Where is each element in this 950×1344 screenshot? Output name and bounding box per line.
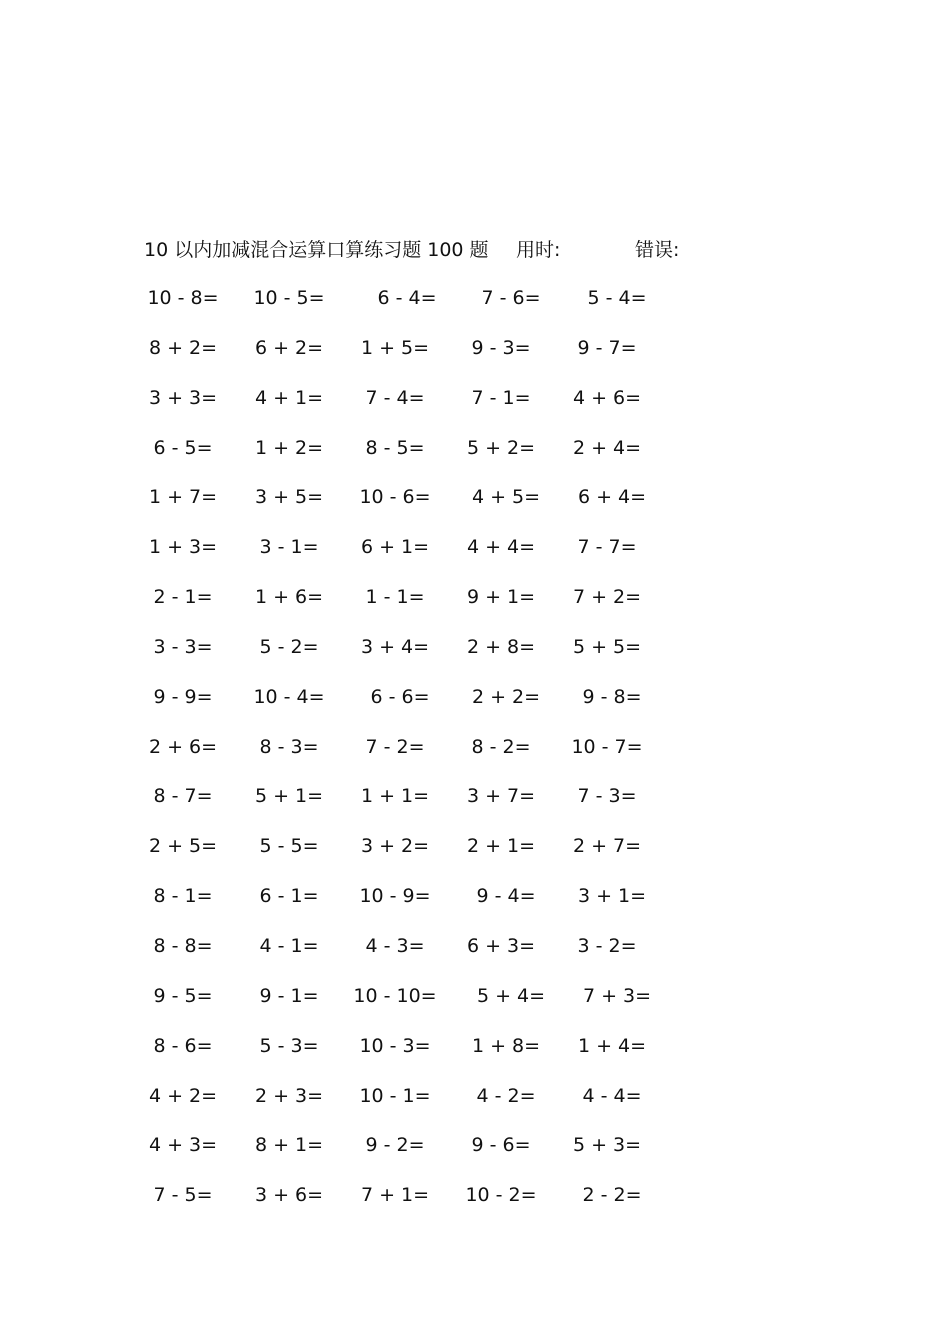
arithmetic-problem: 7 + 3= — [582, 984, 652, 1007]
arithmetic-problem: 10 - 9= — [359, 885, 431, 908]
arithmetic-problem: 4 + 6= — [572, 386, 642, 409]
arithmetic-problem: 5 - 5= — [259, 835, 319, 858]
arithmetic-problem: 9 - 4= — [476, 885, 536, 908]
arithmetic-problem: 7 + 2= — [572, 586, 642, 609]
arithmetic-problem: 5 + 4= — [476, 984, 546, 1007]
problem-row — [0, 483, 950, 533]
arithmetic-problem: 2 + 3= — [254, 1084, 324, 1107]
arithmetic-problem: 4 + 2= — [148, 1084, 218, 1107]
arithmetic-problem: 8 - 8= — [153, 934, 213, 957]
arithmetic-problem: 5 - 2= — [259, 635, 319, 658]
arithmetic-problem: 1 + 4= — [577, 1034, 647, 1057]
arithmetic-problem: 9 - 8= — [582, 685, 642, 708]
problem-row — [0, 284, 950, 334]
arithmetic-problem: 4 + 4= — [466, 536, 536, 559]
arithmetic-problem: 5 - 3= — [259, 1034, 319, 1057]
problem-row — [0, 1181, 950, 1231]
arithmetic-problem: 5 - 4= — [587, 287, 647, 309]
arithmetic-problem: 10 - 4= — [253, 685, 325, 708]
arithmetic-problem: 2 + 1= — [466, 835, 536, 858]
arithmetic-problem: 1 + 6= — [254, 586, 324, 609]
problem-row — [0, 932, 950, 982]
arithmetic-problem: 7 + 1= — [360, 1184, 430, 1207]
arithmetic-problem: 3 + 4= — [360, 635, 430, 658]
problem-row — [0, 832, 950, 882]
arithmetic-problem: 4 + 1= — [254, 386, 324, 409]
arithmetic-problem: 6 - 1= — [259, 885, 319, 908]
arithmetic-problem: 10 - 10= — [353, 984, 437, 1007]
arithmetic-problem: 5 + 3= — [572, 1134, 642, 1157]
arithmetic-problem: 1 + 2= — [254, 436, 324, 459]
arithmetic-problem: 2 + 6= — [148, 735, 218, 758]
arithmetic-problem: 7 - 7= — [577, 536, 637, 559]
arithmetic-problem: 3 + 2= — [360, 835, 430, 858]
problem-row — [0, 683, 950, 733]
arithmetic-problem: 6 + 3= — [466, 934, 536, 957]
arithmetic-problem: 1 - 1= — [365, 586, 425, 609]
arithmetic-problem: 4 - 1= — [259, 934, 319, 957]
arithmetic-problem: 8 + 1= — [254, 1134, 324, 1157]
arithmetic-problem: 9 - 5= — [153, 984, 213, 1007]
arithmetic-problem: 5 + 1= — [254, 785, 324, 808]
arithmetic-problem: 1 + 5= — [360, 336, 430, 359]
problem-row — [0, 1082, 950, 1132]
arithmetic-problem: 3 - 3= — [153, 635, 213, 658]
problem-row — [0, 782, 950, 832]
arithmetic-problem: 7 - 3= — [577, 785, 637, 808]
arithmetic-problem: 6 + 1= — [360, 536, 430, 559]
arithmetic-problem: 9 - 2= — [365, 1134, 425, 1157]
arithmetic-problem: 8 - 3= — [259, 735, 319, 758]
arithmetic-problem: 7 - 4= — [365, 386, 425, 409]
arithmetic-problem: 7 - 6= — [481, 287, 541, 309]
arithmetic-problem: 2 + 2= — [471, 685, 541, 708]
arithmetic-problem: 8 - 1= — [153, 885, 213, 908]
arithmetic-problem: 9 + 1= — [466, 586, 536, 609]
arithmetic-problem: 8 - 7= — [153, 785, 213, 808]
worksheet-title: 10 以内加减混合运算口算练习题 100 题 — [144, 239, 489, 261]
arithmetic-problem: 9 - 3= — [471, 336, 531, 359]
arithmetic-problem: 8 - 2= — [471, 735, 531, 758]
arithmetic-problem: 1 + 1= — [360, 785, 430, 808]
arithmetic-problem: 2 + 4= — [572, 436, 642, 459]
arithmetic-problem: 8 + 2= — [148, 336, 218, 359]
problem-row — [0, 733, 950, 783]
arithmetic-problem: 10 - 5= — [253, 287, 325, 309]
arithmetic-problem: 2 - 1= — [153, 586, 213, 609]
time-used-label: 用时: — [516, 239, 561, 261]
arithmetic-problem: 6 - 5= — [153, 436, 213, 459]
arithmetic-problem: 4 - 4= — [582, 1084, 642, 1107]
arithmetic-problem: 7 - 1= — [471, 386, 531, 409]
problem-row — [0, 882, 950, 932]
arithmetic-problem: 6 - 4= — [377, 287, 437, 309]
arithmetic-problem: 3 + 6= — [254, 1184, 324, 1207]
arithmetic-problem: 5 + 5= — [572, 635, 642, 658]
arithmetic-problem: 9 - 6= — [471, 1134, 531, 1157]
problem-row — [0, 982, 950, 1032]
arithmetic-problem: 7 - 5= — [153, 1184, 213, 1207]
arithmetic-problem: 2 + 5= — [148, 835, 218, 858]
problem-row — [0, 1032, 950, 1082]
problem-row — [0, 533, 950, 583]
arithmetic-problem: 10 - 8= — [147, 287, 219, 309]
arithmetic-problem: 6 + 4= — [577, 486, 647, 509]
problem-grid — [0, 284, 950, 1231]
arithmetic-problem: 10 - 3= — [359, 1034, 431, 1057]
arithmetic-problem: 5 + 2= — [466, 436, 536, 459]
arithmetic-problem: 3 + 3= — [148, 386, 218, 409]
arithmetic-problem: 8 - 5= — [365, 436, 425, 459]
arithmetic-problem: 4 + 3= — [148, 1134, 218, 1157]
arithmetic-problem: 9 - 9= — [153, 685, 213, 708]
arithmetic-problem: 2 + 8= — [466, 635, 536, 658]
arithmetic-problem: 8 - 6= — [153, 1034, 213, 1057]
arithmetic-problem: 10 - 6= — [359, 486, 431, 509]
arithmetic-problem: 2 - 2= — [582, 1184, 642, 1207]
arithmetic-problem: 10 - 1= — [359, 1084, 431, 1107]
arithmetic-problem: 4 - 3= — [365, 934, 425, 957]
arithmetic-problem: 7 - 2= — [365, 735, 425, 758]
arithmetic-problem: 3 - 1= — [259, 536, 319, 559]
arithmetic-problem: 2 + 7= — [572, 835, 642, 858]
arithmetic-problem: 9 - 1= — [259, 984, 319, 1007]
arithmetic-problem: 3 + 5= — [254, 486, 324, 509]
problem-row — [0, 1131, 950, 1181]
arithmetic-problem: 1 + 8= — [471, 1034, 541, 1057]
arithmetic-problem: 10 - 2= — [465, 1184, 537, 1207]
arithmetic-problem: 1 + 7= — [148, 486, 218, 509]
arithmetic-problem: 3 + 1= — [577, 885, 647, 908]
arithmetic-problem: 10 - 7= — [571, 735, 643, 758]
error-count-label: 错误: — [635, 239, 680, 261]
arithmetic-problem: 4 - 2= — [476, 1084, 536, 1107]
arithmetic-problem: 3 - 2= — [577, 934, 637, 957]
problem-row — [0, 334, 950, 384]
arithmetic-problem: 4 + 5= — [471, 486, 541, 509]
arithmetic-problem: 3 + 7= — [466, 785, 536, 808]
arithmetic-problem: 6 + 2= — [254, 336, 324, 359]
problem-row — [0, 633, 950, 683]
arithmetic-problem: 9 - 7= — [577, 336, 637, 359]
problem-row — [0, 583, 950, 633]
problem-row — [0, 434, 950, 484]
arithmetic-problem: 6 - 6= — [370, 685, 430, 708]
problem-row — [0, 384, 950, 434]
arithmetic-problem: 1 + 3= — [148, 536, 218, 559]
